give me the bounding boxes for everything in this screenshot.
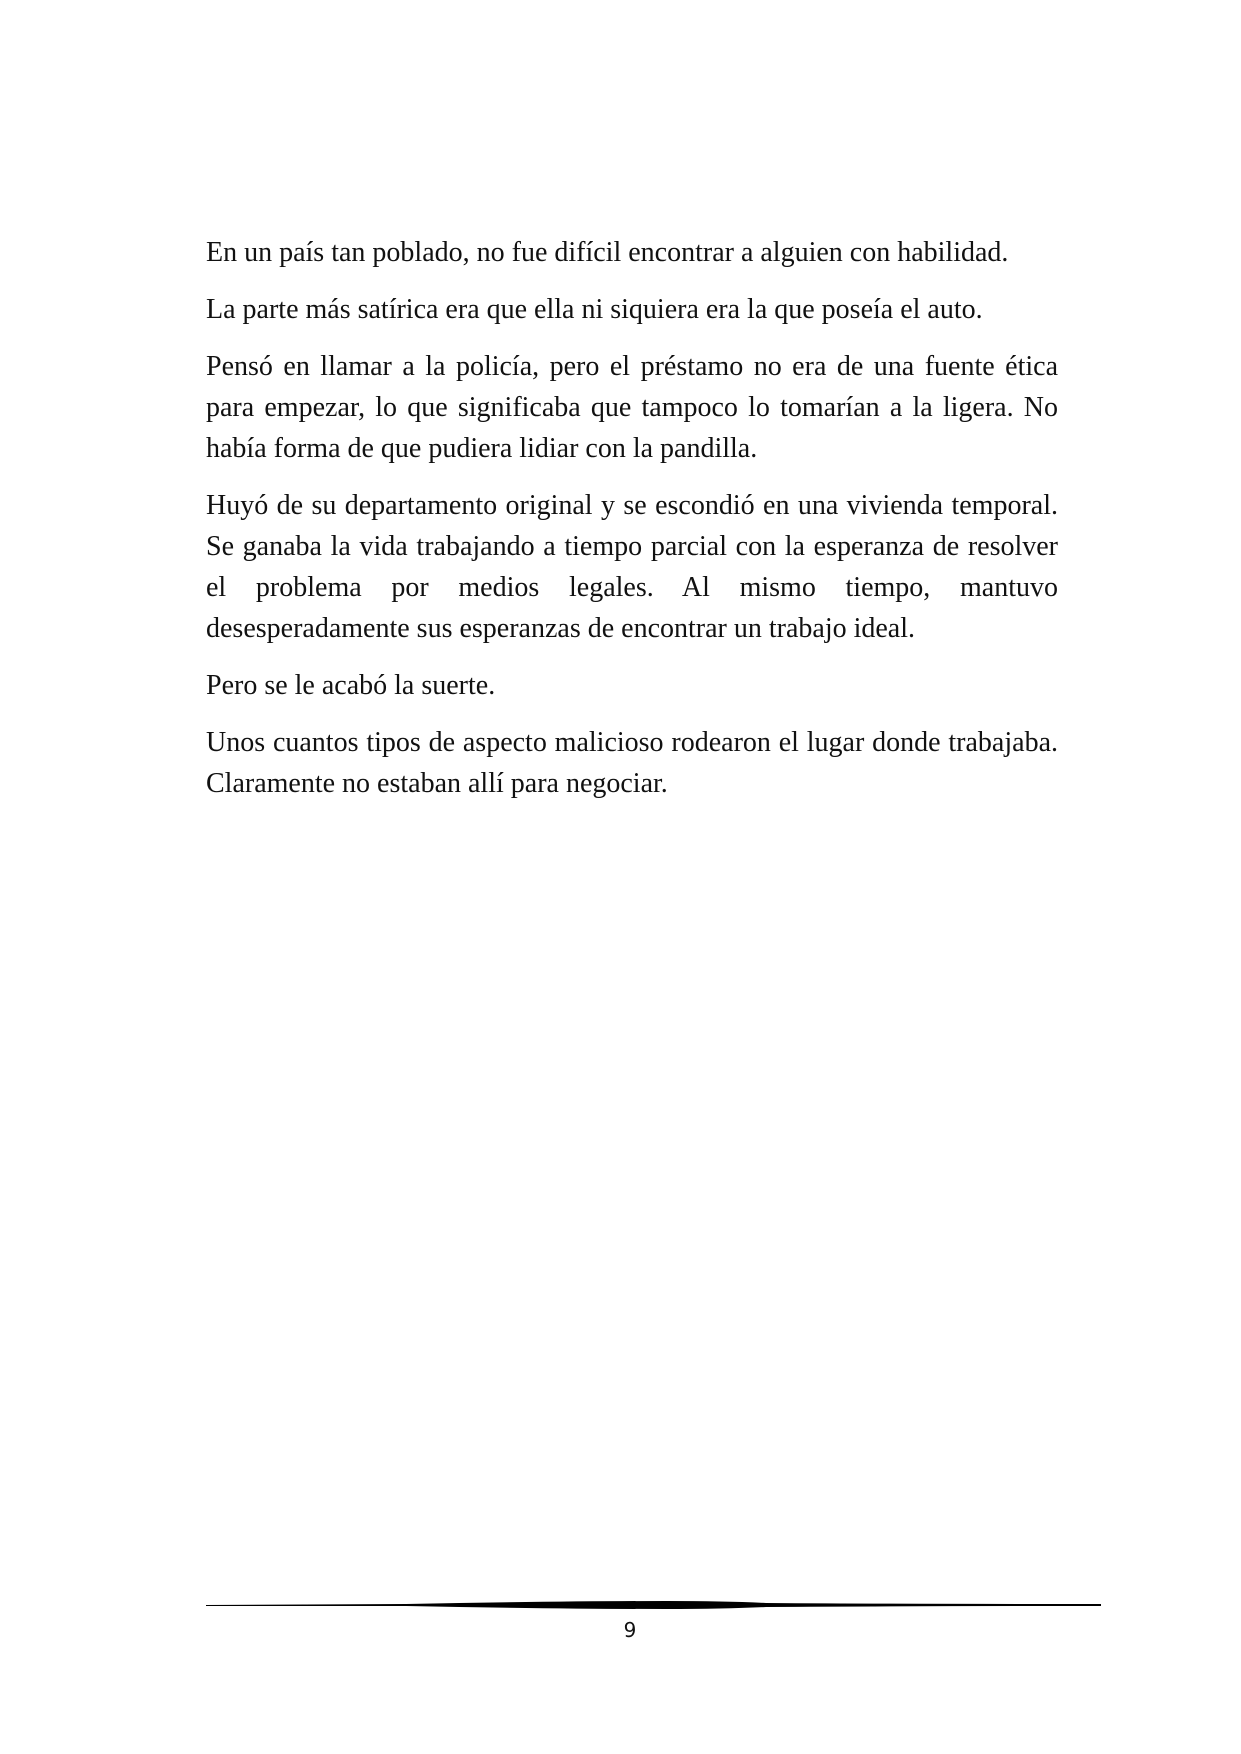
paragraph-5: Pero se le acabó la suerte. (206, 670, 496, 701)
paragraph-4: Huyó de su departamento original y se escondió en una vivienda temporal. Se ganaba la vida trabajando a tiempo parcial con la esperanza de resolver el problema por medios legales. Al mismo tiempo, mantuvo desesperadamente sus esperanzas de encontrar un trabajo ideal. (206, 490, 1058, 644)
paragraph-2: La parte más satírica era que ella ni siquiera era la que poseía el auto. (206, 294, 983, 325)
paragraph-3: Pensó en llamar a la policía, pero el préstamo no era de una fuente ética para empezar, lo que significaba que tampoco lo tomarían a la ligera. No había forma de que pudiera lidiar con la pandilla. (206, 351, 1058, 464)
footer-divider (206, 1598, 1101, 1612)
paragraph-6: Unos cuantos tipos de aspecto malicioso rodearon el lugar donde trabajaba. Claramente no estaban allí para negociar. (206, 727, 1058, 799)
paragraph-1: En un país tan poblado, no fue difícil encontrar a alguien con habilidad. (206, 237, 1009, 268)
page-number: 9 (623, 1618, 637, 1642)
body-text (206, 232, 1058, 820)
